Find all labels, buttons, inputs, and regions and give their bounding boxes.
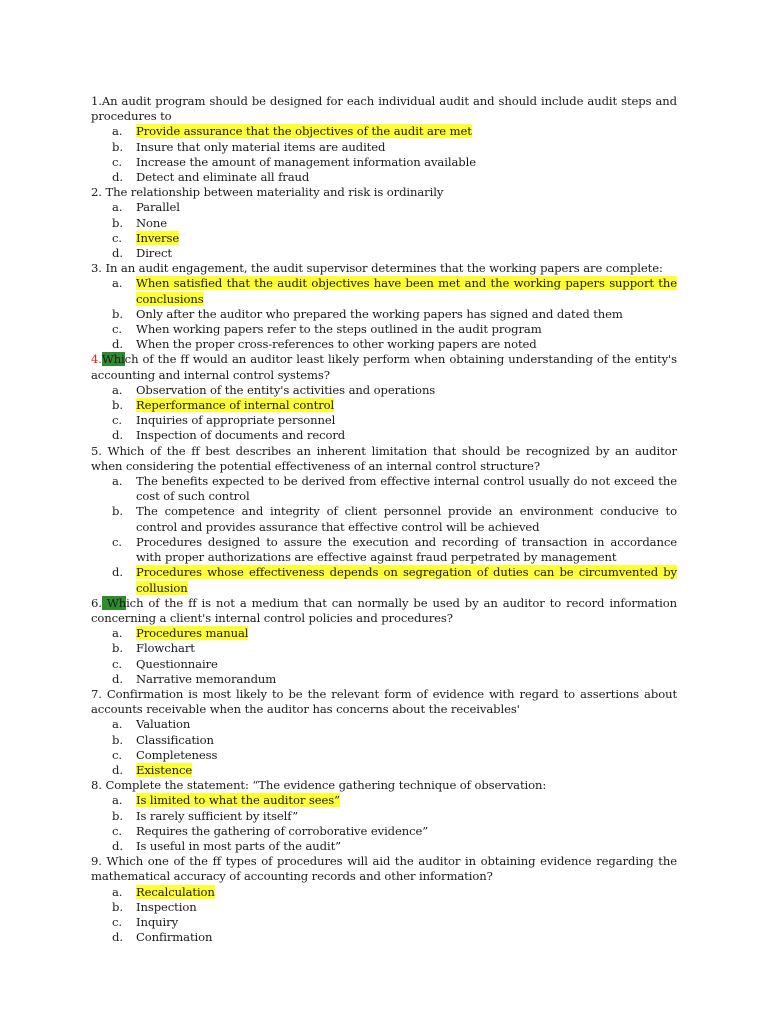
option-1 xyxy=(91,200,677,215)
option-4 xyxy=(91,839,677,854)
option-3 xyxy=(91,535,677,565)
option-letter: d. xyxy=(112,337,123,352)
option-2 xyxy=(91,809,677,824)
option-text: Observation of the entity's activities and operations xyxy=(136,382,436,397)
question-8 xyxy=(91,778,677,793)
option-text: Parallel xyxy=(136,200,180,215)
option-2 xyxy=(91,140,677,155)
option-1 xyxy=(91,276,677,306)
option-4 xyxy=(91,763,677,778)
question-number: 3. xyxy=(91,261,102,276)
option-text: Procedures designed to assure the execution and recording of transaction in accordance with proper authorizations are effective against fraud perpetrated by management xyxy=(136,534,677,565)
option-letter: d. xyxy=(112,838,123,853)
option-4 xyxy=(91,930,677,945)
option-text: Is useful in most parts of the audit” xyxy=(136,838,341,853)
option-letter: a. xyxy=(112,626,123,641)
option-letter: d. xyxy=(112,565,123,580)
option-letter: b. xyxy=(112,306,123,321)
option-text: Is rarely sufficient by itself” xyxy=(136,808,299,823)
option-letter: b. xyxy=(112,641,123,656)
option-letter: d. xyxy=(112,671,123,686)
option-text: Detect and eliminate all fraud xyxy=(136,170,310,185)
option-text: Insure that only material items are audited xyxy=(136,139,386,154)
option-letter: c. xyxy=(112,656,122,671)
option-letter: c. xyxy=(112,534,122,549)
question-text: ch of the ff would an auditor least likely perform when obtaining understanding of the entity's accounting and internal control systems? xyxy=(91,352,677,382)
option-letter: c. xyxy=(112,154,122,169)
question-text: Complete the statement: “The evidence gathering technique of observation: xyxy=(101,778,547,793)
option-text: Inquiries of appropriate personnel xyxy=(136,413,336,428)
option-letter: b. xyxy=(112,504,123,519)
option-letter: a. xyxy=(112,793,123,808)
option-4 xyxy=(91,246,677,261)
option-2 xyxy=(91,398,677,413)
option-letter: a. xyxy=(112,717,123,732)
option-text: Questionnaire xyxy=(136,656,218,671)
option-letter: c. xyxy=(112,823,122,838)
question-number: 6. xyxy=(91,595,102,610)
question-7 xyxy=(91,687,677,717)
question-number: 5. xyxy=(91,443,102,458)
option-4 xyxy=(91,672,677,687)
option-text: Confirmation xyxy=(136,930,213,945)
question-text: Which of the ff best describes an inherent limitation that should be recognized by an auditor when considering the potential effectiveness of an internal control structure? xyxy=(91,443,677,473)
option-text: When the proper cross-references to other working papers are noted xyxy=(136,337,537,352)
option-2 xyxy=(91,504,677,534)
quiz-content xyxy=(91,94,677,945)
option-1 xyxy=(91,793,677,808)
option-letter: a. xyxy=(112,474,123,489)
marked-text: Whi xyxy=(101,352,125,367)
question-text: The relationship between materiality and risk is ordinarily xyxy=(101,185,444,200)
option-text: When working papers refer to the steps outlined in the audit program xyxy=(136,322,542,337)
question-text: Which one of the ff types of procedures will aid the auditor in obtaining evidence regarding the mathematical accuracy of accounting records and other information? xyxy=(91,854,677,884)
question-5 xyxy=(91,444,677,474)
question-3 xyxy=(91,261,677,276)
option-text: The benefits expected to be derived from effective internal control usually do not exceed the cost of such control xyxy=(136,474,677,504)
option-1 xyxy=(91,717,677,732)
question-2 xyxy=(91,185,677,200)
option-text-highlighted: Procedures manual xyxy=(136,626,249,641)
option-letter: d. xyxy=(112,762,123,777)
option-letter: a. xyxy=(112,200,123,215)
option-letter: b. xyxy=(112,808,123,823)
option-text: Increase the amount of management information available xyxy=(136,154,476,169)
option-3 xyxy=(91,231,677,246)
option-letter: b. xyxy=(112,398,123,413)
option-4 xyxy=(91,428,677,443)
option-letter: d. xyxy=(112,930,123,945)
option-2 xyxy=(91,733,677,748)
option-letter: c. xyxy=(112,230,122,245)
option-2 xyxy=(91,307,677,322)
option-3 xyxy=(91,413,677,428)
question-number: 2. xyxy=(91,185,102,200)
question-number: 9. xyxy=(91,854,102,869)
option-text-highlighted: When satisfied that the audit objectives have been met and the working papers support the conclusions xyxy=(136,276,677,306)
option-text: None xyxy=(136,215,168,230)
option-text-highlighted: Procedures whose effectiveness depends on segregation of duties can be circumvented by collusion xyxy=(136,565,677,595)
option-text-highlighted: Recalculation xyxy=(136,884,215,899)
option-letter: c. xyxy=(112,413,122,428)
marked-text: Wh xyxy=(101,595,127,610)
option-3 xyxy=(91,748,677,763)
option-letter: b. xyxy=(112,899,123,914)
option-letter: a. xyxy=(112,382,123,397)
option-text: Only after the auditor who prepared the working papers has signed and dated them xyxy=(136,306,623,321)
option-1 xyxy=(91,885,677,900)
option-letter: c. xyxy=(112,322,122,337)
option-letter: d. xyxy=(112,428,123,443)
option-text: Inspection xyxy=(136,899,197,914)
option-3 xyxy=(91,155,677,170)
option-3 xyxy=(91,915,677,930)
option-letter: a. xyxy=(112,276,123,291)
question-number: 4. xyxy=(91,352,102,367)
option-1 xyxy=(91,474,677,504)
option-letter: c. xyxy=(112,747,122,762)
option-text-highlighted: Provide assurance that the objectives of the audit are met xyxy=(136,124,472,139)
option-2 xyxy=(91,641,677,656)
question-text: Confirmation is most likely to be the relevant form of evidence with regard to assertions about accounts receivable when the auditor has concerns about the receivables' xyxy=(91,686,677,717)
option-4 xyxy=(91,565,677,595)
option-1 xyxy=(91,626,677,641)
option-1 xyxy=(91,124,677,139)
option-text-highlighted: Inverse xyxy=(136,230,180,245)
option-letter: b. xyxy=(112,215,123,230)
option-text-highlighted: Reperformance of internal control xyxy=(136,398,335,413)
question-number: 1. xyxy=(91,94,102,108)
question-text: In an audit engagement, the audit supervisor determines that the working papers are complete: xyxy=(101,261,663,276)
question-9 xyxy=(91,854,677,884)
option-text: Flowchart xyxy=(136,641,195,656)
option-4 xyxy=(91,170,677,185)
option-4 xyxy=(91,337,677,352)
option-letter: a. xyxy=(112,884,123,899)
option-3 xyxy=(91,322,677,337)
option-text: Direct xyxy=(136,246,172,261)
question-4 xyxy=(91,352,677,382)
option-letter: d. xyxy=(112,170,123,185)
option-letter: c. xyxy=(112,914,122,929)
option-3 xyxy=(91,824,677,839)
option-text: The competence and integrity of client personnel provide an environment conducive to control and provides assurance that effective control will be achieved xyxy=(136,504,677,534)
question-1 xyxy=(91,94,677,124)
option-text: Inspection of documents and record xyxy=(136,428,346,443)
option-3 xyxy=(91,657,677,672)
option-letter: b. xyxy=(112,732,123,747)
option-text: Classification xyxy=(136,732,214,747)
option-1 xyxy=(91,383,677,398)
question-text: An audit program should be designed for each individual audit and should include audit steps and procedures to xyxy=(91,94,677,124)
option-letter: d. xyxy=(112,246,123,261)
option-text: Valuation xyxy=(136,717,191,732)
option-letter: b. xyxy=(112,139,123,154)
option-text: Completeness xyxy=(136,747,218,762)
option-text: Inquiry xyxy=(136,914,179,929)
option-letter: a. xyxy=(112,124,123,139)
question-text: ich of the ff is not a medium that can normally be used by an auditor to record information concerning a client's internal control policies and procedures? xyxy=(91,595,677,625)
option-2 xyxy=(91,216,677,231)
option-text-highlighted: Existence xyxy=(136,762,193,777)
option-text: Narrative memorandum xyxy=(136,671,277,686)
question-6 xyxy=(91,596,677,626)
option-text: Requires the gathering of corroborative evidence” xyxy=(136,823,429,838)
option-text-highlighted: Is limited to what the auditor sees” xyxy=(136,793,340,808)
question-number: 7. xyxy=(91,686,102,701)
option-2 xyxy=(91,900,677,915)
question-number: 8. xyxy=(91,778,102,793)
